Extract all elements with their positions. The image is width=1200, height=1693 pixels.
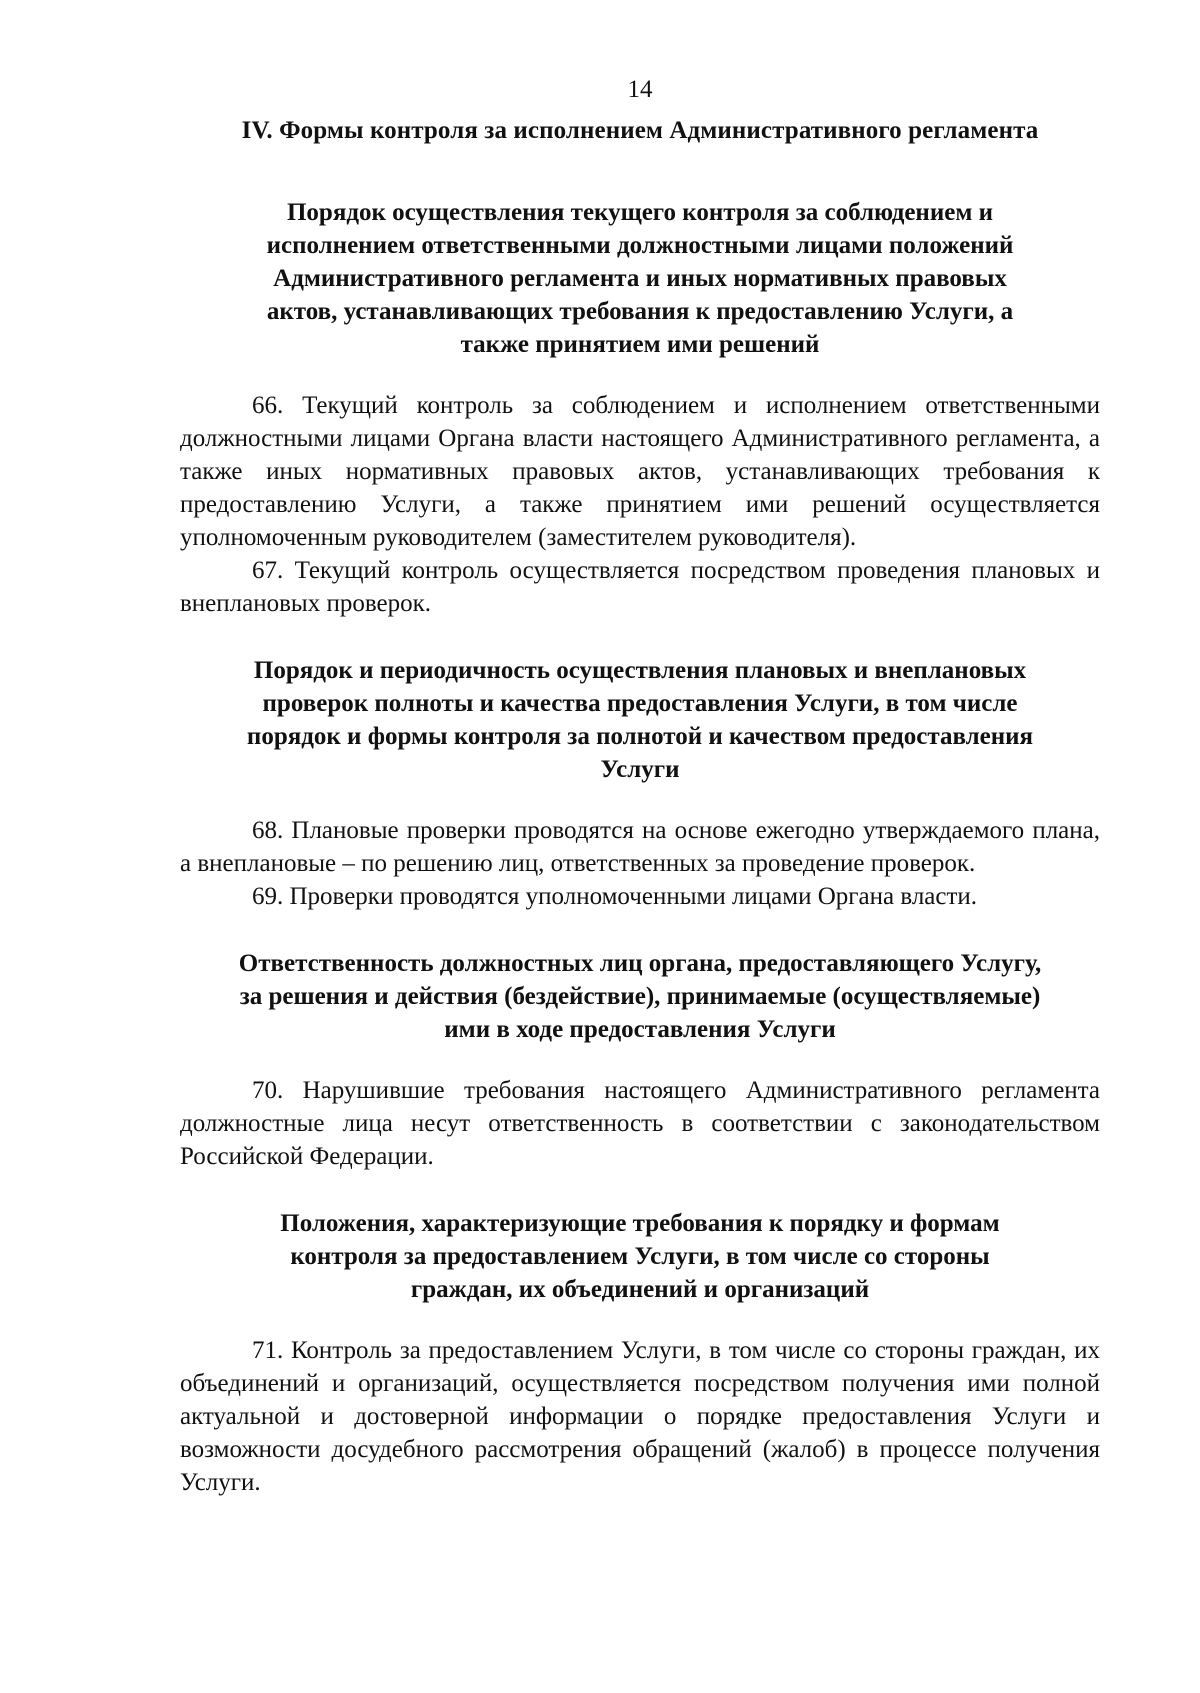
section-gap <box>180 1173 1100 1207</box>
section-inspections <box>180 654 1100 913</box>
paragraph-70: 70. Нарушившие требования настоящего Административного регламента должностные лица несут ответственность в соответствии с законодательством Российской Федерации. <box>180 1077 1100 1170</box>
section-title: Порядок и периодичность осуществления плановых и внеплановых проверок полноты и качества предоставления Услуги, в том числе порядок и формы контроля за полнотой и качеством предоставления Услуги <box>246 657 1034 783</box>
section-responsibility <box>180 947 1100 1173</box>
document-content <box>180 70 1100 1499</box>
paragraph-69: 69. Проверки проводятся уполномоченными лицами Органа власти. <box>252 883 978 910</box>
section-title: Ответственность должностных лиц органа, предоставляющего Услугу, за решения и действия (бездействие), принимаемые (осуществляемые) ими в ходе предоставления Услуги <box>238 950 1042 1043</box>
chapter-title: IV. Формы контроля за исполнением Административного регламента <box>241 117 1039 144</box>
paragraph-68: 68. Плановые проверки проводятся на основе ежегодно утверждаемого плана, а внеплановые – по решению лиц, ответственных за проведение проверок. <box>180 817 1100 877</box>
section-public-control <box>180 1207 1100 1499</box>
page-number: 14 <box>627 76 653 103</box>
paragraph-66: 66. Текущий контроль за соблюдением и исполнением ответственными должностными лицами Органа власти настоящего Административного регламента, а также иных нормативных правовых актов, устанавливающих требования к предоставлению Услуги, а также принятием ими решений осуществляется уполномоченным руководителем (заместителем руководителя). <box>180 392 1100 551</box>
section-current-control <box>180 196 1100 620</box>
section-gap <box>180 620 1100 654</box>
paragraph-67: 67. Текущий контроль осуществляется посредством проведения плановых и внеплановых проверок. <box>180 557 1100 617</box>
section-title: Положения, характеризующие требования к порядку и формам контроля за предоставлением Услуги, в том числе со стороны граждан, их объединений и организаций <box>280 1210 1000 1303</box>
section-title: Порядок осуществления текущего контроля за соблюдением и исполнением ответственными должностными лицами положений Административного регламента и иных нормативных правовых актов, устанавливающих требования к предоставлению Услуги, а также принятием ими решений <box>266 199 1014 358</box>
section-gap <box>180 913 1100 947</box>
paragraph-71: 71. Контроль за предоставлением Услуги, в том числе со стороны граждан, их объединений и организаций, осуществляется посредством получения ими полной актуальной и достоверной информации о порядке предоставления Услуги и возможности досудебного рассмотрения обращений (жалоб) в процессе получения Услуги. <box>180 1337 1100 1496</box>
